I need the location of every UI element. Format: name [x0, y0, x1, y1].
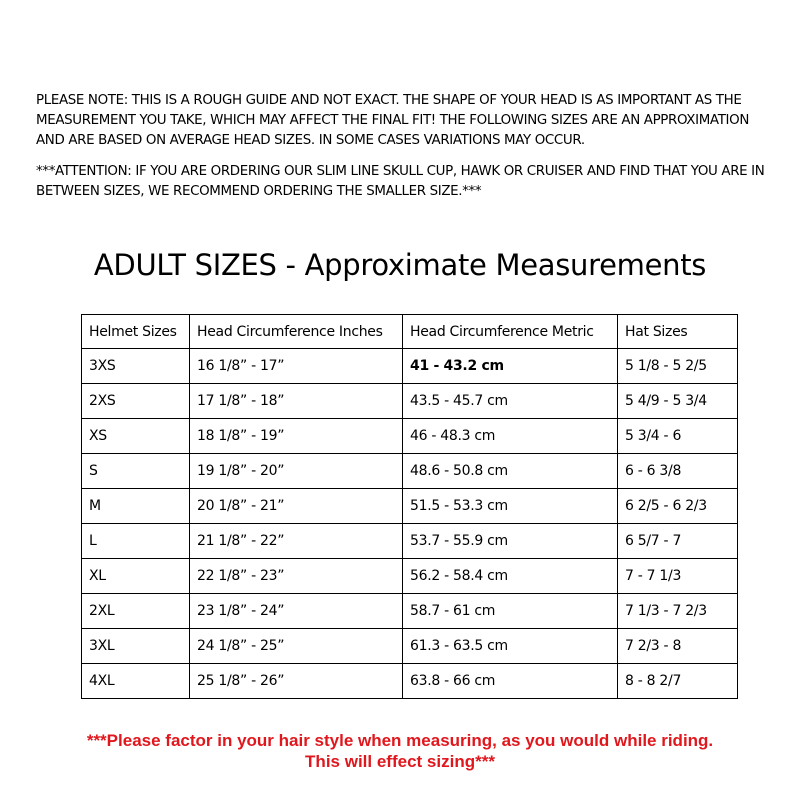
rough-guide-note: PLEASE NOTE: THIS IS A ROUGH GUIDE AND NOT EXACT. THE SHAPE OF YOUR HEAD IS AS IMPORTANT AS THE MEASUREMENT YOU TAKE, WHICH MAY AFFECT THE FINAL FIT! THE FOLLOWING SIZES ARE AN APPROXIMATION AND ARE BASED ON AVERAGE HEAD SIZES. IN SOME CASES VARIATIONS MAY OCCUR. [36, 93, 749, 148]
hat-size-cell: 5 4/9 - 5 3/4 [618, 384, 738, 419]
circumference-inches-cell: 17 1/8” - 18” [190, 384, 403, 419]
helmet-size-cell: L [82, 524, 190, 559]
hat-size-cell: 7 1/3 - 7 2/3 [618, 594, 738, 629]
helmet-size-cell: M [82, 489, 190, 524]
header-hat-sizes: Hat Sizes [618, 315, 738, 349]
circumference-metric-cell: 58.7 - 61 cm [403, 594, 618, 629]
warning-line-1: ***Please factor in your hair style when measuring, as you would while riding. [86, 731, 714, 750]
circumference-inches-cell: 20 1/8” - 21” [190, 489, 403, 524]
helmet-size-cell: 2XL [82, 594, 190, 629]
hat-size-cell: 7 2/3 - 8 [618, 629, 738, 664]
helmet-size-cell: S [82, 454, 190, 489]
circumference-inches-cell: 23 1/8” - 24” [190, 594, 403, 629]
circumference-metric-cell: 46 - 48.3 cm [403, 419, 618, 454]
circumference-inches-cell: 24 1/8” - 25” [190, 629, 403, 664]
table-row [82, 664, 738, 699]
helmet-size-cell: 2XS [82, 384, 190, 419]
table-row [82, 524, 738, 559]
header-helmet-sizes: Helmet Sizes [82, 315, 190, 349]
circumference-metric-cell: 43.5 - 45.7 cm [403, 384, 618, 419]
page-title: ADULT SIZES - Approximate Measurements [93, 248, 707, 282]
helmet-size-cell: XL [82, 559, 190, 594]
circumference-inches-cell: 21 1/8” - 22” [190, 524, 403, 559]
circumference-metric-cell: 48.6 - 50.8 cm [403, 454, 618, 489]
table-row [82, 419, 738, 454]
circumference-metric-cell: 56.2 - 58.4 cm [403, 559, 618, 594]
helmet-size-cell: 3XS [82, 349, 190, 384]
hat-size-cell: 6 - 6 3/8 [618, 454, 738, 489]
hat-size-cell: 7 - 7 1/3 [618, 559, 738, 594]
table-row [82, 454, 738, 489]
table-body [82, 349, 738, 699]
circumference-metric-cell: 51.5 - 53.3 cm [403, 489, 618, 524]
circumference-inches-cell: 19 1/8” - 20” [190, 454, 403, 489]
circumference-metric-cell: 61.3 - 63.5 cm [403, 629, 618, 664]
circumference-metric-cell: 53.7 - 55.9 cm [403, 524, 618, 559]
attention-note: ***ATTENTION: IF YOU ARE ORDERING OUR SLIM LINE SKULL CUP, HAWK OR CRUISER AND FIND THAT YOU ARE IN BETWEEN SIZES, WE RECOMMEND ORDERING THE SMALLER SIZE.*** [36, 164, 765, 199]
warning-line-2-end: effect sizing*** [372, 752, 495, 771]
helmet-size-cell: 3XL [82, 629, 190, 664]
table-row [82, 489, 738, 524]
table-row [82, 559, 738, 594]
circumference-inches-cell: 18 1/8” - 19” [190, 419, 403, 454]
warning-line-2-emphasis: will [344, 752, 373, 771]
hat-size-cell: 5 3/4 - 6 [618, 419, 738, 454]
header-circumference-inches: Head Circumference Inches [190, 315, 403, 349]
circumference-metric-cell: 41 - 43.2 cm [403, 349, 618, 384]
helmet-size-cell: 4XL [82, 664, 190, 699]
hair-style-warning [0, 730, 800, 772]
table-row [82, 349, 738, 384]
header-circumference-metric: Head Circumference Metric [403, 315, 618, 349]
table-header-row [82, 315, 738, 349]
warning-line-2-start: This [305, 752, 345, 771]
table-row [82, 384, 738, 419]
hat-size-cell: 8 - 8 2/7 [618, 664, 738, 699]
size-chart-table [81, 314, 738, 699]
hat-size-cell: 6 2/5 - 6 2/3 [618, 489, 738, 524]
hat-size-cell: 6 5/7 - 7 [618, 524, 738, 559]
circumference-inches-cell: 25 1/8” - 26” [190, 664, 403, 699]
circumference-inches-cell: 16 1/8” - 17” [190, 349, 403, 384]
table-row [82, 629, 738, 664]
circumference-inches-cell: 22 1/8” - 23” [190, 559, 403, 594]
circumference-metric-cell: 63.8 - 66 cm [403, 664, 618, 699]
table-row [82, 594, 738, 629]
hat-size-cell: 5 1/8 - 5 2/5 [618, 349, 738, 384]
helmet-size-cell: XS [82, 419, 190, 454]
